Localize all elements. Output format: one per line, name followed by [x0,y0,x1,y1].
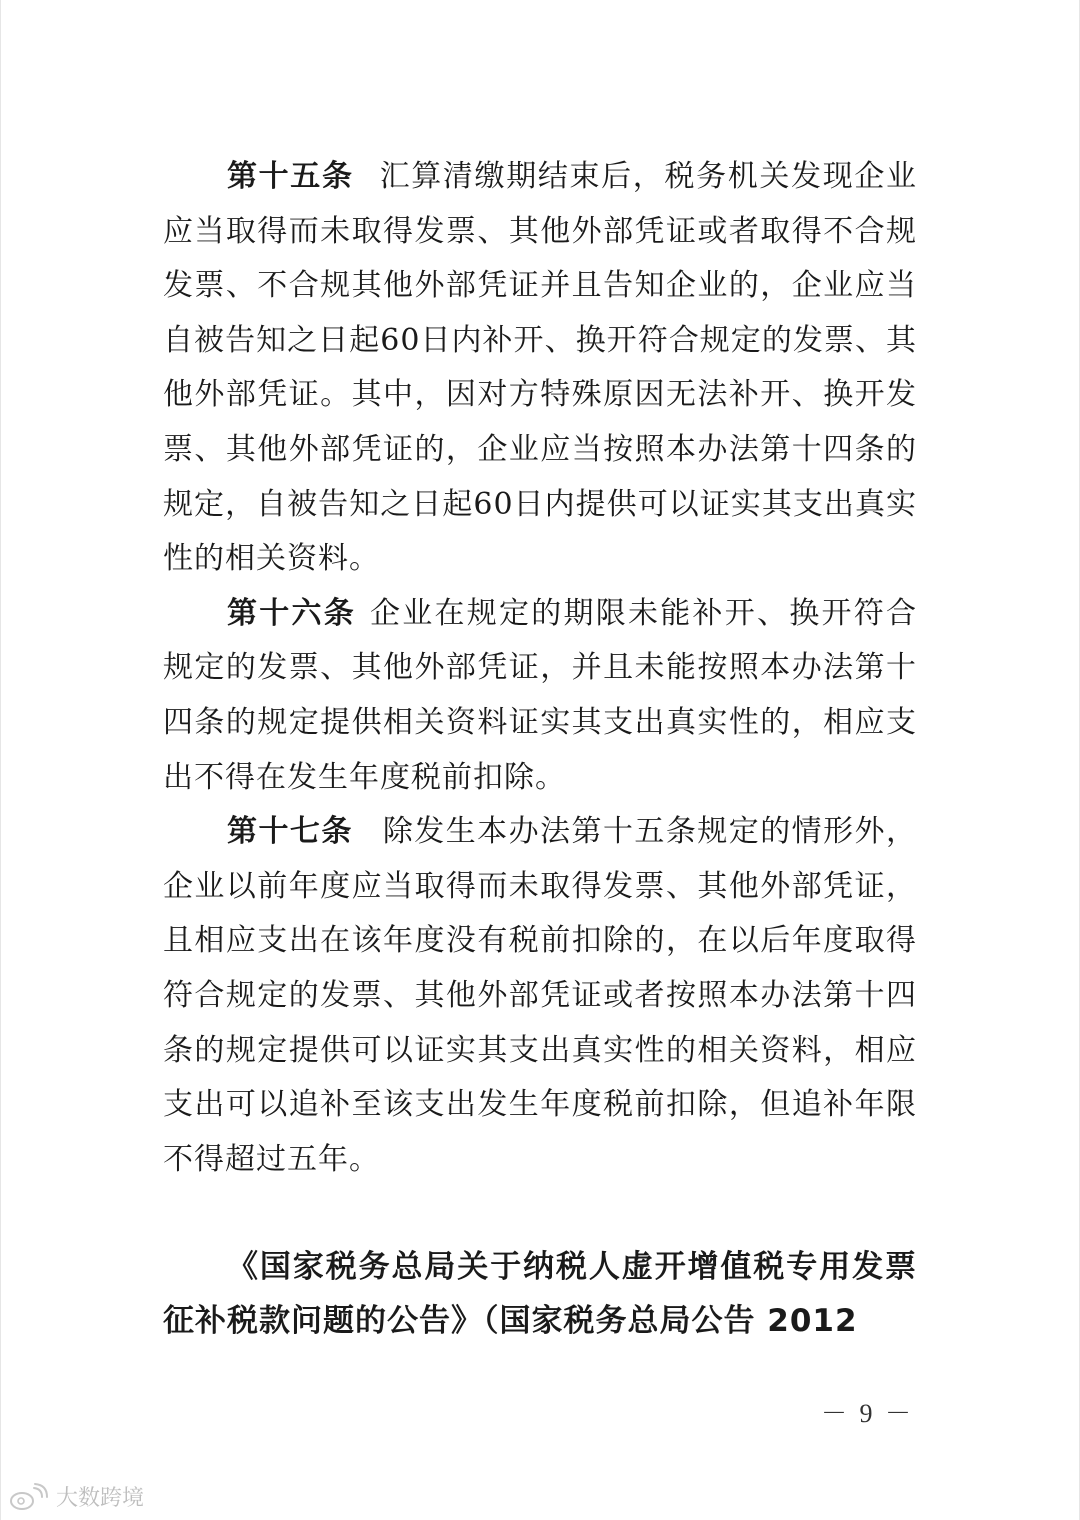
article-number: 第十六条 [227,595,356,631]
article-text: 企业在规定的期限未能补开、换开符合规定的发票、其他外部凭证，并且未能按照本办法第十四条的规定提供相关资料证实其支出真实性的，相应支出不得在发生年度税前扣除。 [163,595,917,795]
article-text: 除发生本办法第十五条规定的情形外，企业以前年度应当取得而未取得发票、其他外部凭证，且相应支出在该年度没有税前扣除的，在以后年度取得符合规定的发票、其他外部凭证或者按照本办法第十四条的规定提供可以证实其支出真实性的相关资料，相应支出可以追补至该支出发生年度税前扣除，但追补年限不得超过五年。 [163,814,918,1177]
document-body [163,150,917,1187]
article-number: 第十五条 [227,159,354,194]
article-16 [163,587,917,805]
section-title: 《国家税务总局关于纳税人虚开增值税专用发票征补税款问题的公告》（国家税务总局公告 2012 [163,1249,917,1339]
watermark [8,1481,144,1512]
page-number: － 9 － [820,1399,914,1428]
article-number: 第十七条 [227,814,353,850]
watermark-text: 大数跨境 [56,1486,145,1511]
article-text: 汇算清缴期结束后，税务机关发现企业应当取得而未取得发票、其他外部凭证或者取得不合规发票、不合规其他外部凭证并且告知企业的，企业应当自被告知之日起60日内补开、换开符合规定的发票、其他外部凭证。其中，因对方特殊原因无法补开、换开发票、其他外部凭证的，企业应当按照本办法第十四条的规定，自被告知之日起60日内提供可以证实其支出真实性的相关资料。 [163,159,918,577]
article-17 [163,805,917,1187]
article-15 [163,150,917,587]
weibo-logo-icon [8,1482,52,1512]
